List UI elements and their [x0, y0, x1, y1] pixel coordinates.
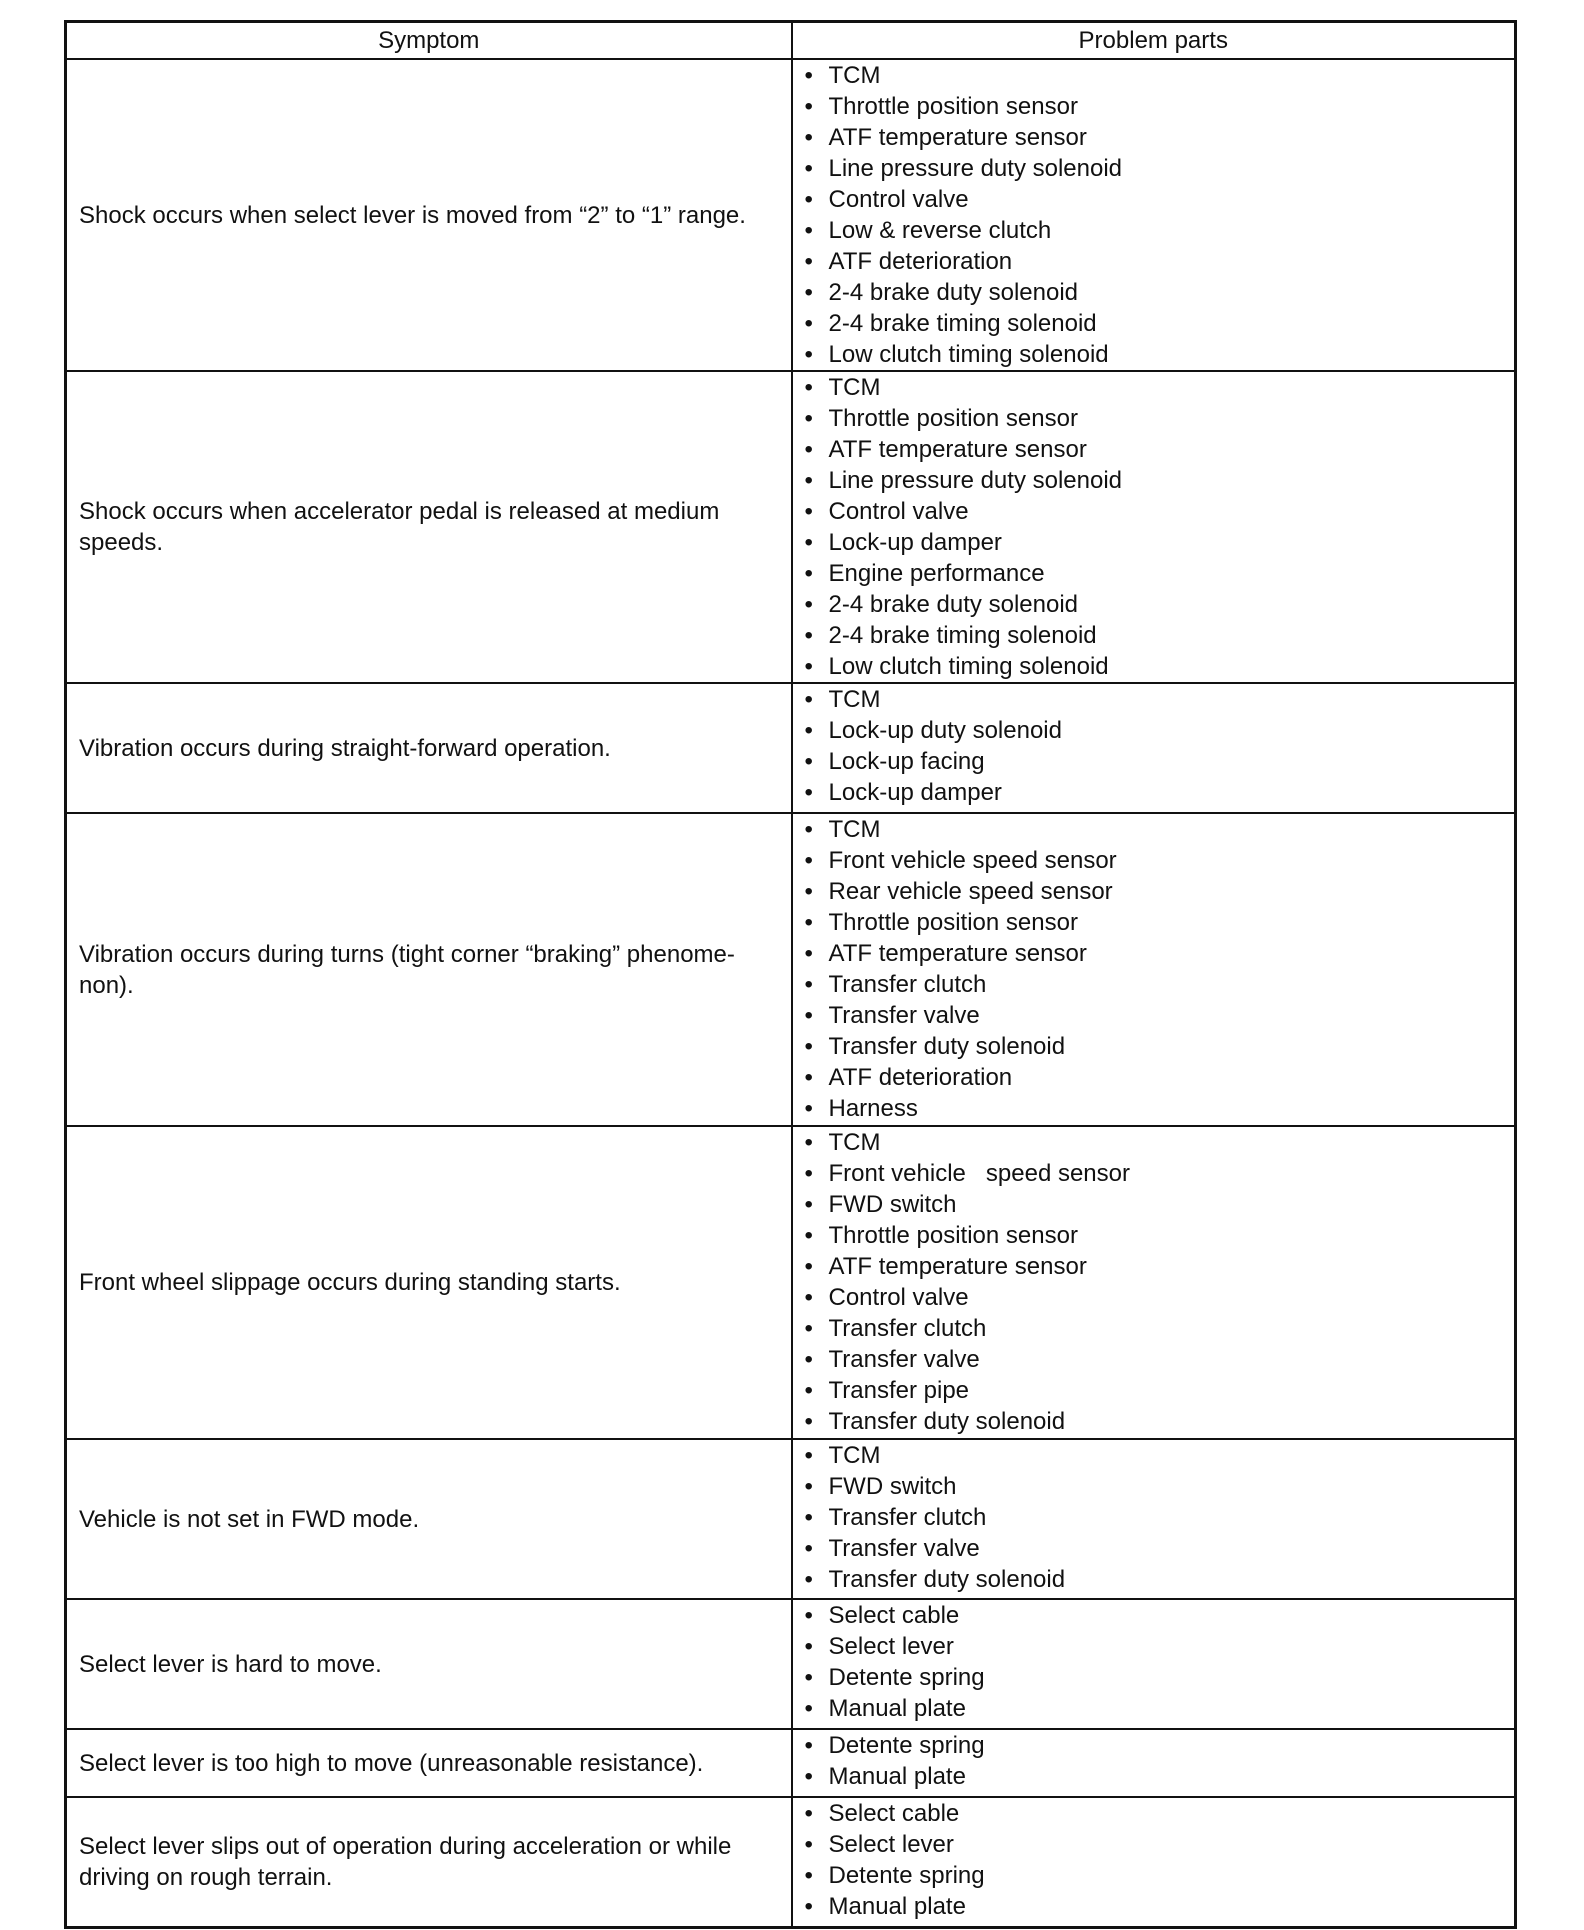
problem-parts-list [793, 684, 1515, 808]
list-item: • Line pressure duty solenoid [805, 153, 1515, 184]
list-item: • TCM [805, 1127, 1515, 1158]
table-row [66, 813, 1516, 1126]
problem-parts-cell [792, 683, 1516, 813]
table-row [66, 59, 1516, 371]
list-item: • Transfer valve [805, 1000, 1515, 1031]
problem-parts-cell [792, 1439, 1516, 1599]
list-item: • Front vehicle speed sensor [805, 845, 1515, 876]
list-item: • Lock-up damper [805, 777, 1515, 808]
list-item: • FWD switch [805, 1471, 1515, 1502]
list-item: • Control valve [805, 1282, 1515, 1313]
list-item: • Line pressure duty solenoid [805, 465, 1515, 496]
problem-parts-cell [792, 1729, 1516, 1797]
list-item: • Detente spring [805, 1860, 1515, 1891]
problem-parts-cell [792, 371, 1516, 683]
list-item: • 2-4 brake duty solenoid [805, 277, 1515, 308]
problem-parts-column-header: Problem parts [792, 22, 1516, 60]
problem-parts-list [793, 372, 1515, 682]
list-item: • Throttle position sensor [805, 403, 1515, 434]
list-item: • Harness [805, 1093, 1515, 1124]
list-item: • Control valve [805, 496, 1515, 527]
list-item: • TCM [805, 684, 1515, 715]
problem-parts-list [793, 1798, 1515, 1922]
symptom-cell: Vibration occurs during straight-forward operation. [66, 683, 792, 813]
symptom-cell: Select lever is hard to move. [66, 1599, 792, 1729]
table-row [66, 1439, 1516, 1599]
list-item: • ATF temperature sensor [805, 434, 1515, 465]
symptom-column-header: Symptom [66, 22, 792, 60]
list-item: • Detente spring [805, 1730, 1515, 1761]
list-item: • 2-4 brake duty solenoid [805, 589, 1515, 620]
list-item: • Throttle position sensor [805, 91, 1515, 122]
table-row [66, 371, 1516, 683]
list-item: • Select lever [805, 1631, 1515, 1662]
list-item: • Lock-up damper [805, 527, 1515, 558]
symptom-problem-parts-table [64, 20, 1517, 1929]
list-item: • Throttle position sensor [805, 1220, 1515, 1251]
table-row [66, 1126, 1516, 1439]
symptom-cell: Select lever slips out of operation during acceleration or while driving on rough terrain. [66, 1797, 792, 1928]
list-item: • ATF temperature sensor [805, 938, 1515, 969]
problem-parts-list [793, 60, 1515, 370]
table-row [66, 683, 1516, 813]
list-item: • FWD switch [805, 1189, 1515, 1220]
problem-parts-list [793, 814, 1515, 1124]
problem-parts-cell [792, 1126, 1516, 1439]
list-item: • TCM [805, 372, 1515, 403]
list-item: • Detente spring [805, 1662, 1515, 1693]
list-item: • Select cable [805, 1798, 1515, 1829]
list-item: • TCM [805, 60, 1515, 91]
list-item: • 2-4 brake timing solenoid [805, 620, 1515, 651]
list-item: • Lock-up facing [805, 746, 1515, 777]
problem-parts-cell [792, 1599, 1516, 1729]
symptom-cell: Front wheel slippage occurs during standing starts. [66, 1126, 792, 1439]
list-item: • Rear vehicle speed sensor [805, 876, 1515, 907]
problem-parts-cell [792, 1797, 1516, 1928]
table-header-row [66, 22, 1516, 60]
list-item: • Transfer duty solenoid [805, 1406, 1515, 1437]
list-item: • ATF deterioration [805, 246, 1515, 277]
list-item: • Manual plate [805, 1761, 1515, 1792]
symptom-cell: Select lever is too high to move (unreasonable resistance). [66, 1729, 792, 1797]
symptom-cell: Shock occurs when accelerator pedal is released at medium speeds. [66, 371, 792, 683]
list-item: • Low clutch timing solenoid [805, 651, 1515, 682]
symptom-table-container [64, 20, 1514, 1929]
list-item: • Engine performance [805, 558, 1515, 589]
list-item: • Transfer clutch [805, 969, 1515, 1000]
list-item: • Manual plate [805, 1891, 1515, 1922]
list-item: • TCM [805, 1440, 1515, 1471]
list-item: • Transfer valve [805, 1533, 1515, 1564]
list-item: • Control valve [805, 184, 1515, 215]
list-item: • Transfer duty solenoid [805, 1031, 1515, 1062]
symptom-cell: Vibration occurs during turns (tight corner “braking” phenome-non). [66, 813, 792, 1126]
symptom-cell: Shock occurs when select lever is moved from “2” to “1” range. [66, 59, 792, 371]
problem-parts-cell [792, 813, 1516, 1126]
list-item: • ATF deterioration [805, 1062, 1515, 1093]
symptom-cell: Vehicle is not set in FWD mode. [66, 1439, 792, 1599]
problem-parts-list [793, 1127, 1515, 1437]
table-row [66, 1599, 1516, 1729]
problem-parts-cell [792, 59, 1516, 371]
list-item: • Front vehicle speed sensor [805, 1158, 1515, 1189]
table-row [66, 1729, 1516, 1797]
list-item: • 2-4 brake timing solenoid [805, 308, 1515, 339]
list-item: • Transfer clutch [805, 1313, 1515, 1344]
list-item: • Transfer valve [805, 1344, 1515, 1375]
list-item: • Low & reverse clutch [805, 215, 1515, 246]
list-item: • Throttle position sensor [805, 907, 1515, 938]
list-item: • Transfer clutch [805, 1502, 1515, 1533]
problem-parts-list [793, 1440, 1515, 1595]
problem-parts-list [793, 1600, 1515, 1724]
list-item: • Select cable [805, 1600, 1515, 1631]
list-item: • TCM [805, 814, 1515, 845]
problem-parts-list [793, 1730, 1515, 1792]
list-item: • ATF temperature sensor [805, 1251, 1515, 1282]
table-row [66, 1797, 1516, 1928]
list-item: • Transfer pipe [805, 1375, 1515, 1406]
list-item: • ATF temperature sensor [805, 122, 1515, 153]
list-item: • Manual plate [805, 1693, 1515, 1724]
list-item: • Low clutch timing solenoid [805, 339, 1515, 370]
list-item: • Select lever [805, 1829, 1515, 1860]
list-item: • Lock-up duty solenoid [805, 715, 1515, 746]
list-item: • Transfer duty solenoid [805, 1564, 1515, 1595]
